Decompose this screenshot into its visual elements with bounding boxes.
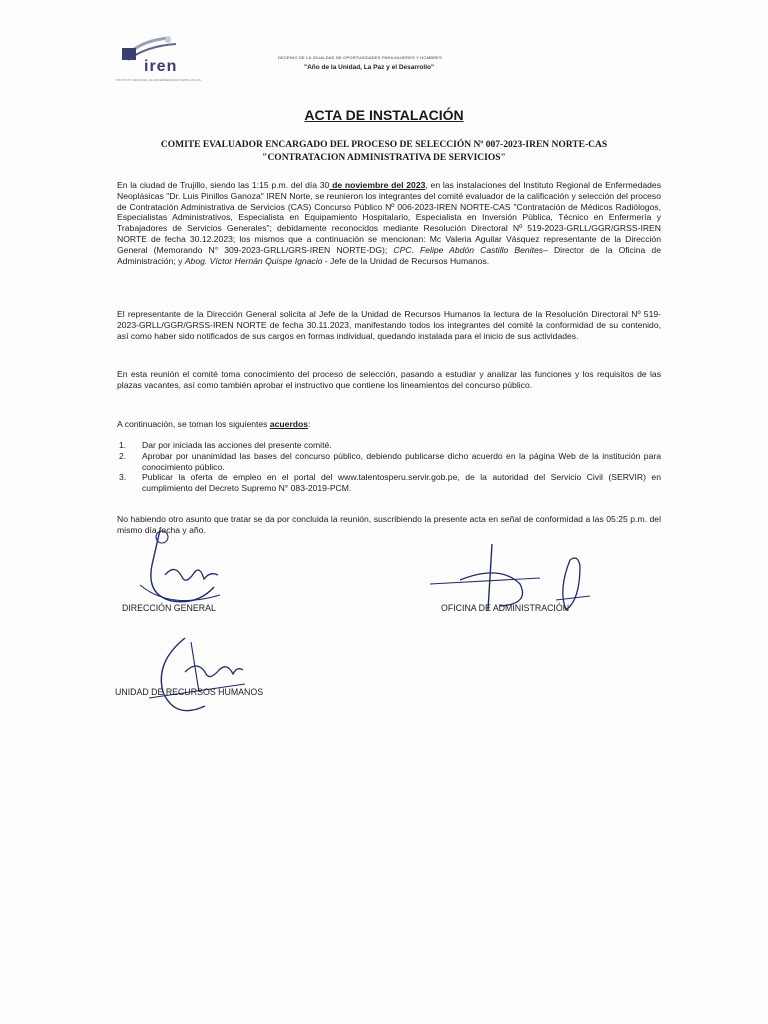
logo-subtitle: INSTITUTO REGIONAL DE ENFERMEDADES NEOPLÁSICAS bbox=[116, 78, 201, 82]
signature-director-general bbox=[120, 525, 240, 615]
logo-wordmark: iren bbox=[144, 58, 178, 75]
list-item-number: 1. bbox=[119, 440, 127, 450]
p1-person-hr: Abog. Víctor Hernán Quispe Ignacio bbox=[184, 255, 323, 266]
signature-label-administration: OFICINA DE ADMINISTRACIÓN bbox=[441, 603, 570, 613]
paragraph-1 bbox=[117, 180, 661, 266]
year-header: "Año de la Unidad, La Paz y el Desarrollo" bbox=[304, 64, 435, 71]
paragraph-2: El representante de la Dirección General solicita al Jefe de la Unidad de Recursos Humanos la lectura de la Resolución Directoral Nº 519-2023-GRLL/GGR/GRSS-IREN NORTE de fecha 30.11.2023, manifestando todos los integrantes del comité la conformidad de su contenido, así como haber sido notificados de sus cargos en formas individual, quedando instalada para el inicio de sus actividades. bbox=[117, 309, 661, 341]
list-item-number: 3. bbox=[119, 472, 127, 483]
list-item-text: Publicar la oferta de empleo en el portal del www.talentosperu.servir.gob.pe, de la autoridad del Servicio Civil (SERVIR) en cumplimiento del Decreto Supremo N° 083-2019-PCM. bbox=[142, 472, 661, 494]
decade-header: DECENIO DE LA IGUALDAD DE OPORTUNIDADES PARA MUJERES Y HOMBRES bbox=[278, 55, 442, 60]
list-item-text: Dar por iniciada las acciones del presente comité. bbox=[142, 440, 332, 450]
signature-human-resources bbox=[145, 632, 265, 722]
p4-text-a: A continuación, se toman los siguientes bbox=[117, 419, 270, 429]
p1-person-admin: CPC. Felipe Abdón Castillo Benites bbox=[393, 244, 544, 255]
agreements-list bbox=[117, 440, 661, 494]
p4-text-c: : bbox=[308, 419, 311, 429]
p4-agreements: acuerdos bbox=[269, 419, 309, 429]
p1-text-b: , en las instalaciones del Instituto Regional de Enfermedades Neoplásicas "Dr. Luis Pinillos Ganoza" IREN Norte, se reunieron los integrantes del comité evaluador de la calificación y selección del proceso de Contratación Administrativa de Servicios (CAS) Concurso Público Nº 006-2023-IREN NORTE-CAS "Contratación de Médicos Radiólogos, Especialistas Administrativos, Especialista en Equipamiento Hospitalario, Especialista en Inversión Pública, Técnico en Enfermería y Trabajadores de Servicios Generales"; debidamente reconocidos mediante Resolución Directoral Nº 519-2023-GRLL/GGR/GRSS-IREN NORTE de fecha 30.12.2023; los mismos que a continuación se mencionan: Mc Valeria Aguilar Vásquez representante de la Dirección General (Memorando N° 309-2023-GRLL/GRS-IREN NORTE-DG); bbox=[117, 180, 661, 255]
subtitle-line-1: COMITE EVALUADOR ENCARGADO DEL PROCESO DE SELECCIÓN Nº 007-2023-IREN NORTE-CAS bbox=[160, 140, 608, 150]
list-item-number: 2. bbox=[119, 450, 127, 461]
list-item bbox=[117, 440, 661, 451]
document-subtitle bbox=[130, 139, 638, 165]
paragraph-4 bbox=[117, 419, 661, 430]
paragraph-5: No habiendo otro asunto que tratar se da por concluida la reunión, suscribiendo la presente acta en señal de conformidad a las 05:25 p.m. del mismo día fecha y año. bbox=[117, 514, 661, 535]
signature-administration bbox=[430, 540, 610, 630]
p1-text-f: - Jefe de la Unidad de Recursos Humanos. bbox=[322, 255, 490, 266]
document-title: ACTA DE INSTALACIÓN bbox=[304, 107, 464, 123]
p1-text-d: – Director de la Oficina de Administración; y bbox=[117, 244, 661, 266]
p1-text-a: En la ciudad de Trujillo, siendo las 1:15 p.m. del día 30 bbox=[117, 180, 330, 190]
paragraph-3: En esta reunión el comité toma conocimiento del proceso de selección, pasando a estudiar y analizar las funciones y los requisitos de las plazas vacantes, así como también aprobar el instructivo que contiene los lineamientos del concurso público. bbox=[117, 369, 661, 390]
p1-date: de noviembre del 2023 bbox=[329, 180, 426, 190]
list-item-text: Aprobar por unanimidad las bases del concurso público, debiendo publicarse dicho acuerdo en la página Web de la institución para conocimiento público. bbox=[142, 450, 661, 472]
iren-logo bbox=[116, 34, 206, 84]
list-item bbox=[117, 451, 661, 473]
subtitle-line-2: "CONTRATACION ADMINISTRATIVA DE SERVICIOS" bbox=[262, 153, 506, 163]
list-item bbox=[117, 472, 661, 494]
signature-label-hr: UNIDAD DE RECURSOS HUMANOS bbox=[115, 687, 264, 697]
signature-label-director: DIRECCIÓN GENERAL bbox=[122, 603, 216, 613]
